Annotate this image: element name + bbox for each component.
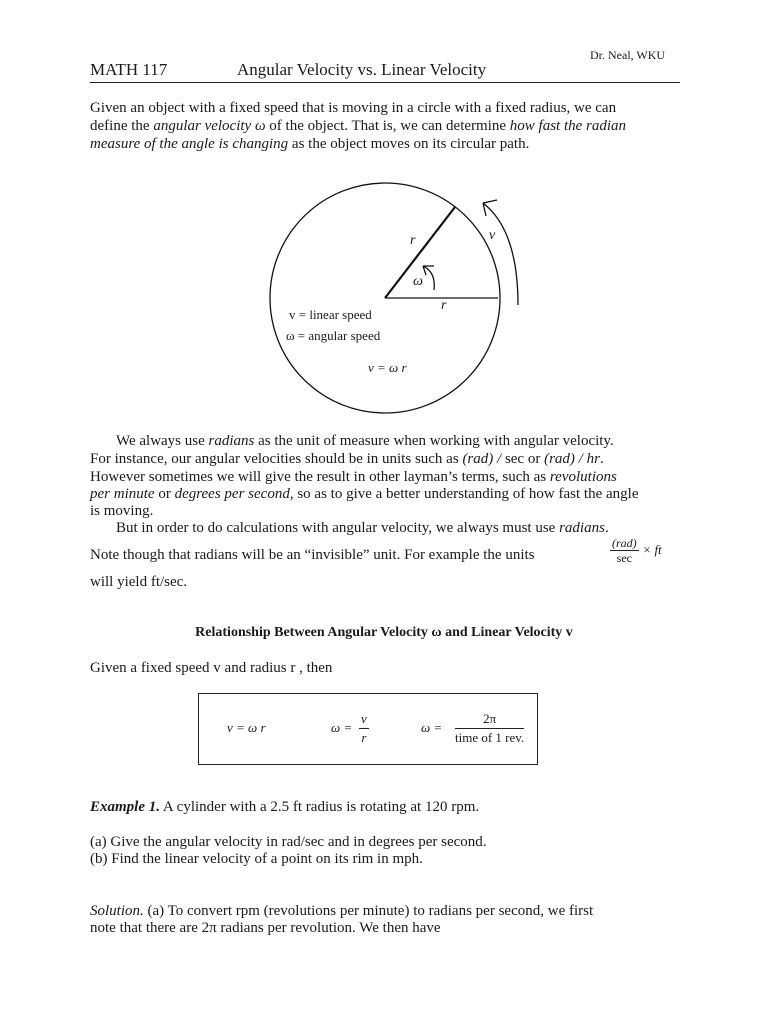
intro-line: define the angular velocity ω of the object. That is, we can determine how fast the radian [90, 118, 627, 134]
radius-label: r [441, 298, 447, 313]
para-line: However sometimes we will give the result in other layman’s terms, such as revolutions [90, 469, 617, 485]
formula-v: v = ω r [227, 720, 266, 735]
velocity-arrow-icon [483, 203, 518, 305]
formula-period: $\frac{2\pi}{\text{time of 1 rev.}}$ [455, 711, 525, 745]
formula-period-lhs: ω = [421, 720, 443, 735]
example-part-a: (a) Give the angular velocity in rad/sec and in degrees per second. [90, 834, 487, 850]
para-line: For instance, our angular velocities should be in units such as (rad) / sec or (rad) / hr. [90, 451, 604, 467]
example-line: Example 1. A cylinder with a 2.5 ft radius is rotating at 120 rpm. [90, 799, 480, 815]
para-line: will yield ft/sec. [90, 574, 188, 590]
example-part-b: (b) Find the linear velocity of a point on its rim in mph. [90, 851, 423, 867]
para-line: But in order to do calculations with angular velocity, we always must use radians. [116, 520, 609, 536]
para-line: Note though that radians will be an “invisible” unit. For example the units [90, 547, 535, 563]
velocity-label: v [489, 228, 496, 243]
para-line: is moving. [90, 503, 154, 519]
section-heading: Relationship Between Angular Velocity ω and Linear Velocity v [195, 625, 573, 640]
para-line: We always use radians as the unit of measure when working with angular velocity. [116, 433, 614, 449]
solution-line: note that there are 2π radians per revolution. We then have [90, 920, 441, 936]
solution-line: Solution. (a) To convert rpm (revolutions per minute) to radians per second, we first [90, 903, 594, 919]
given-line: Given a fixed speed v and radius r , then [90, 660, 333, 676]
formula-omega-lhs: ω = [331, 720, 353, 735]
author: Dr. Neal, WKU [590, 48, 666, 62]
intro-line: Given an object with a fixed speed that is moving in a circle with a fixed radius, we can [90, 100, 617, 116]
page-title: Angular Velocity vs. Linear Velocity [237, 60, 487, 79]
formula-box [198, 693, 538, 765]
para-line: per minute or degrees per second, so as to give a better understanding of how fast the angle [90, 486, 639, 502]
intro-line: measure of the angle is changing as the object moves on its circular path. [90, 136, 530, 152]
unit-fraction: $\frac{\text{(rad)}}{\sec}$ × ft [612, 536, 662, 565]
diagram-formula: v = ω r [368, 360, 407, 375]
formula-omega: $\frac{v}{r}$ [361, 711, 367, 745]
legend-angular: ω = angular speed [286, 328, 381, 343]
omega-label: ω [413, 274, 423, 289]
radius-label: r [410, 233, 416, 248]
course-number: MATH 117 [90, 60, 168, 79]
legend-linear: v = linear speed [289, 307, 372, 322]
